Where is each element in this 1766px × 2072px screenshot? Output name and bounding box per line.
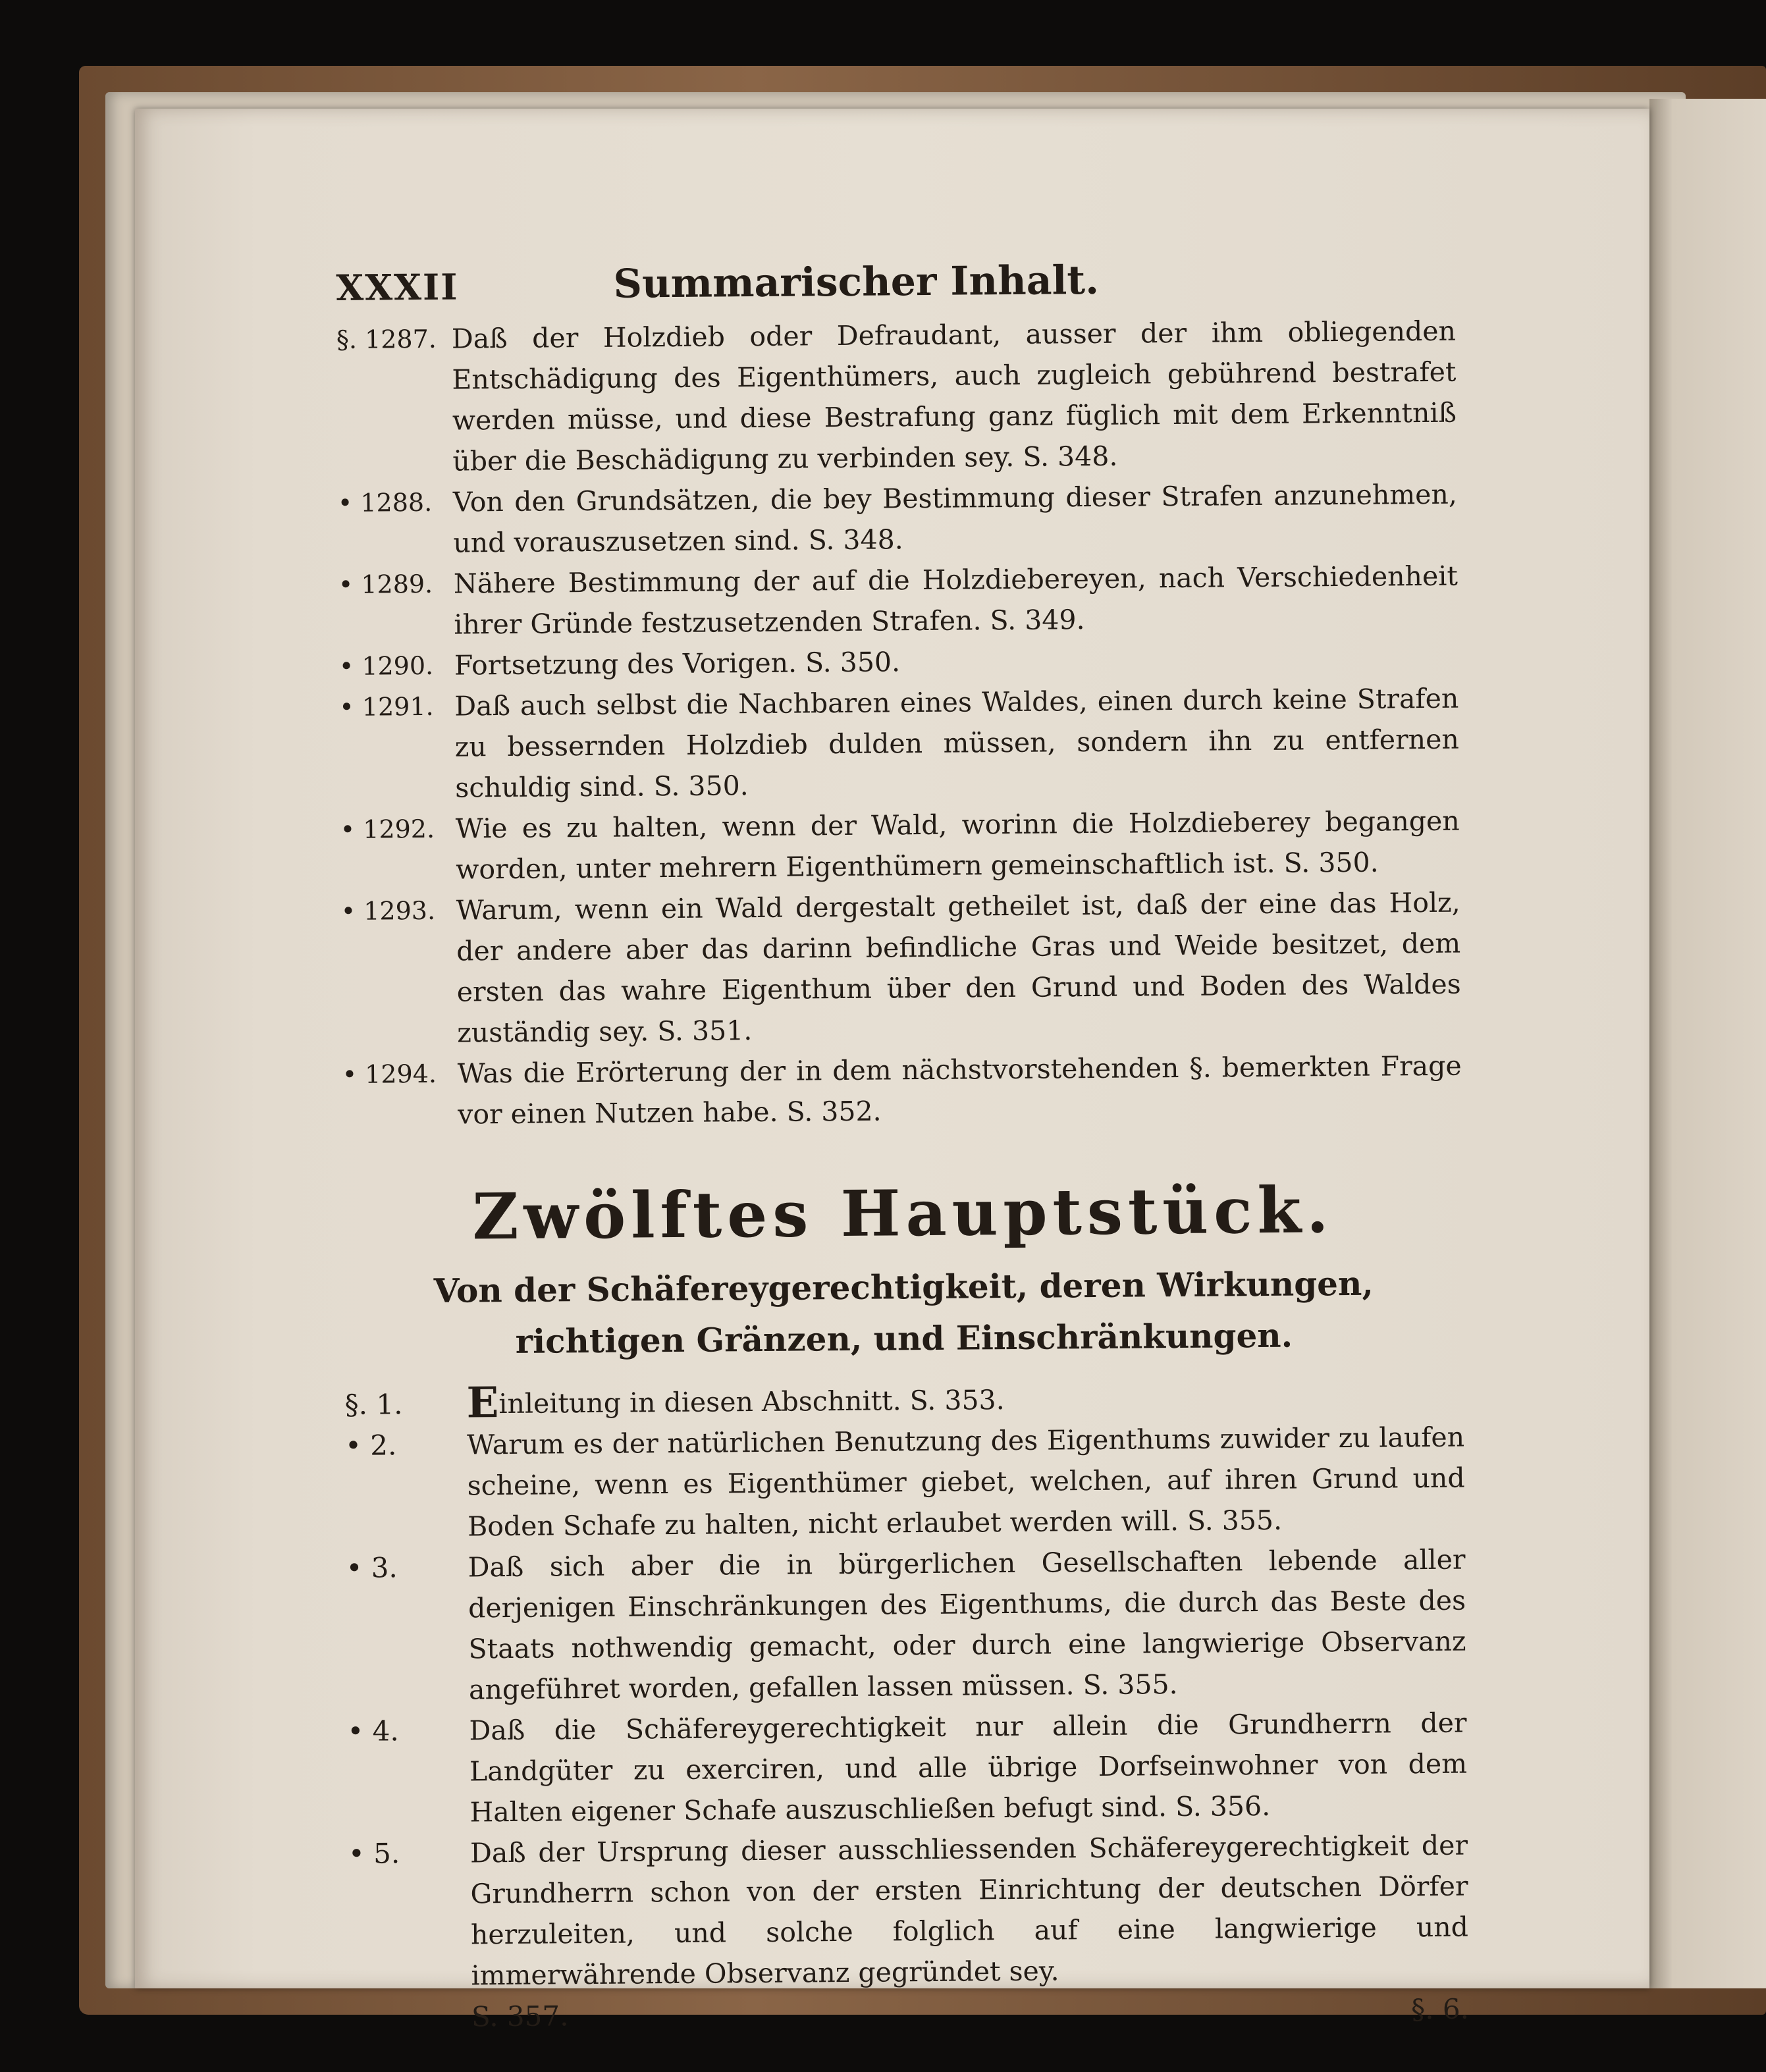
toc-entry	[338, 556, 1458, 646]
chapter-heading	[343, 1167, 1464, 1369]
section-entry	[347, 1703, 1467, 1834]
entry-text: Nähere Bestimmung der auf die Holzdiebereyen, nach Verschiedenheit ihrer Gründe festzusetzenden Strafen. S. 349.	[453, 560, 1458, 641]
entry-number: • 1290.	[338, 651, 434, 681]
section-number: • 2.	[344, 1429, 397, 1462]
last-page-reference: S. 357.	[471, 2000, 569, 2033]
catchword: §. 6.	[1410, 1992, 1470, 2026]
section-list	[344, 1376, 1469, 2039]
entry-text: Daß der Holzdieb oder Defraudant, ausser der ihm obliegenden Entschädigung des Eigenthümers, auch zugleich gebührend bestrafet werden müsse, und diese Bestrafung ganz füglich mit dem Erkenntniß über die Beschädigung zu verbinden sey. S. 348.	[451, 315, 1457, 477]
section-number: §. 1.	[344, 1388, 403, 1421]
entry-number: §. 1287.	[336, 324, 437, 354]
section-text: Warum es der natürlichen Benutzung des Eigenthums zuwider zu laufen scheine, wenn es Eigenthümer giebet, welchen, auf ihren Grund und Boden Schafe zu halten, nicht erlaubet werden will. S. 355.	[466, 1421, 1465, 1543]
entry-number: • 1294.	[342, 1059, 437, 1089]
entry-text: Daß auch selbst die Nachbaren eines Waldes, einen durch keine Strafen zu bessernden Holzdieb dulden müssen, sondern ihn zu entfernen schuldig sind. S. 350.	[454, 682, 1459, 804]
entry-number: • 1292.	[340, 814, 435, 844]
section-text: Daß die Schäfereygerechtigkeit nur allein die Grundherrn der Landgüter zu exerciren, und alle übrige Dorfseinwohner von dem Halten eigener Schafe auszuschließen befugt sind. S. 356.	[469, 1707, 1468, 1828]
running-title: Summarischer Inhalt.	[613, 257, 1100, 307]
page-folio: XXXII	[336, 265, 459, 309]
section-entry	[346, 1539, 1466, 1711]
entry-number: • 1293.	[340, 895, 436, 926]
section-text-body: inleitung in diesen Abschnitt. S. 353.	[498, 1384, 1005, 1420]
section-number: • 4.	[347, 1714, 399, 1747]
entry-text: Was die Erörterung der in dem nächstvorstehenden §. bemerkten Frage vor einen Nutzen habe. S. 352.	[457, 1049, 1462, 1130]
toc-entry	[336, 311, 1457, 483]
section-number: • 3.	[346, 1551, 398, 1584]
toc-entry	[341, 882, 1462, 1054]
page-footer	[350, 1988, 1469, 2039]
drop-cap: E	[466, 1378, 499, 1428]
section-entry	[345, 1417, 1465, 1548]
running-head	[336, 252, 1456, 319]
entry-text: Wie es zu halten, wenn der Wald, worinn die Holzdieberey begangen worden, unter mehrern Eigenthümern gemeinschaftlich ist. S. 350.	[455, 805, 1460, 886]
entry-number: • 1289.	[338, 569, 433, 599]
entry-text: Von den Grundsätzen, die bey Bestimmung dieser Strafen anzunehmen, und vorauszusetzen sind. S. 348.	[452, 478, 1458, 559]
entry-number: • 1291.	[339, 691, 434, 722]
toc-entry	[339, 678, 1459, 809]
entry-number: • 1288.	[337, 487, 433, 518]
section-text: Daß sich aber die in bürgerlichen Gesellschaften lebende aller derjenigen Einschränkungen des Eigenthums, die durch das Beste des Staats nothwendig gemacht, oder durch eine langwierige Observanz angeführet worden, gefallen lassen müssen. S. 355.	[468, 1543, 1466, 1706]
toc-entry	[342, 1046, 1462, 1136]
facing-page-edge	[1649, 99, 1766, 1988]
section-entry	[348, 1825, 1469, 1997]
section-number: • 5.	[348, 1837, 400, 1870]
chapter-subtitle: Von der Schäfereygerechtigkeit, deren Wirkungen, richtigen Gränzen, und Einschränkungen.	[433, 1263, 1374, 1361]
section-text: Daß der Ursprung dieser ausschliessenden Schäfereygerechtigkeit der Grundherrn schon von der ersten Einrichtung der deutschen Dörfer herzuleiten, und solche folglich auf eine langwierige und immerwährende Observanz gegründet sey.	[469, 1829, 1469, 1992]
toc-entry	[338, 474, 1458, 564]
chapter-title: Zwölftes Hauptstück.	[471, 1173, 1334, 1254]
page-content	[336, 252, 1469, 2039]
entry-list	[336, 311, 1462, 1136]
entry-text: Warum, wenn ein Wald dergestalt getheilet ist, daß der eine das Holz, der andere aber das darinn befindliche Gras und Weide besitzet, dem ersten das wahre Eigenthum über den Grund und Boden des Waldes zuständig sey. S. 351.	[456, 886, 1461, 1049]
entry-text: Fortsetzung des Vorigen. S. 350.	[454, 646, 901, 681]
toc-entry	[340, 801, 1460, 891]
